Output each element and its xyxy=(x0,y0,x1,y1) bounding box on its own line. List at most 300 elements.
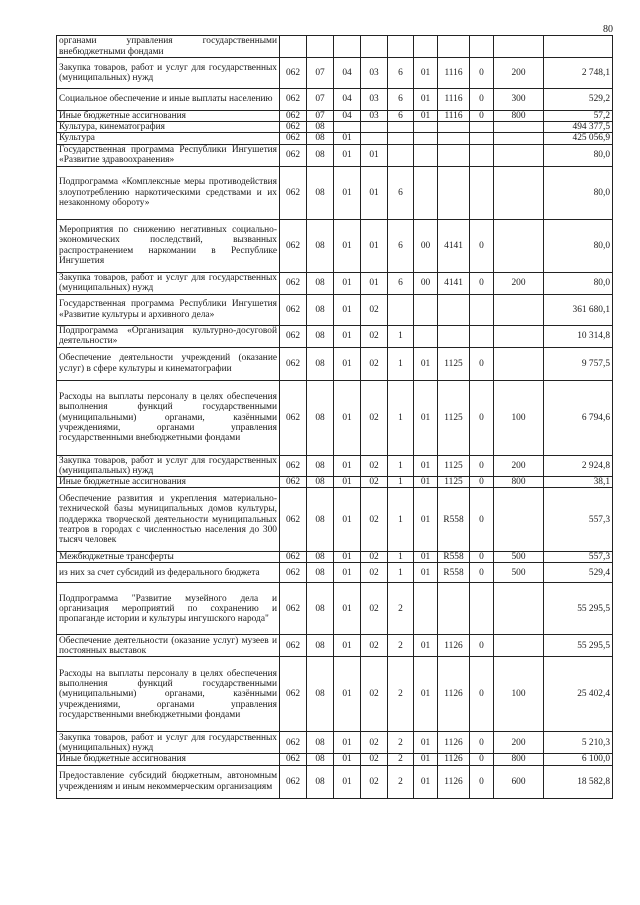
code-cell-c6 xyxy=(414,294,438,325)
code-cell-c3: 01 xyxy=(334,347,361,380)
row-name-cell: Государственная программа Республики Ингушетия «Развитие культуры и архивного дела» xyxy=(57,294,280,325)
amount-cell: 2 924,8 xyxy=(544,455,613,476)
code-cell-c4: 02 xyxy=(361,765,388,798)
code-cell-c2: 08 xyxy=(307,166,334,219)
code-cell-c3 xyxy=(334,122,361,133)
code-cell-c1: 062 xyxy=(280,272,307,294)
row-name-cell: Иные бюджетные ассигнования xyxy=(57,111,280,122)
table-row xyxy=(57,166,613,219)
code-cell-c9: 200 xyxy=(494,455,544,476)
code-cell-c1: 062 xyxy=(280,583,307,635)
code-cell-c8 xyxy=(470,144,494,166)
code-cell-c8: 0 xyxy=(470,657,494,732)
code-cell-c4: 01 xyxy=(361,166,388,219)
code-cell-c6: 01 xyxy=(414,58,438,89)
code-cell-c5: 6 xyxy=(388,219,414,272)
code-cell-c6: 01 xyxy=(414,563,438,583)
code-cell-c1: 062 xyxy=(280,294,307,325)
code-cell-c2: 08 xyxy=(307,347,334,380)
code-cell-c3: 04 xyxy=(334,111,361,122)
code-cell-c5: 1 xyxy=(388,325,414,347)
row-name-cell: Культура, кинематография xyxy=(57,122,280,133)
code-cell-c4: 01 xyxy=(361,219,388,272)
code-cell-c9: 500 xyxy=(494,563,544,583)
code-cell-c7: 1126 xyxy=(438,732,470,754)
code-cell-c2 xyxy=(307,36,334,58)
code-cell-c6: 01 xyxy=(414,111,438,122)
code-cell-c2: 08 xyxy=(307,455,334,476)
code-cell-c4: 02 xyxy=(361,294,388,325)
code-cell-c4 xyxy=(361,133,388,144)
table-row xyxy=(57,563,613,583)
code-cell-c3: 01 xyxy=(334,657,361,732)
code-cell-c5: 2 xyxy=(388,732,414,754)
table-row xyxy=(57,635,613,657)
code-cell-c3: 01 xyxy=(334,488,361,552)
code-cell-c4: 03 xyxy=(361,111,388,122)
amount-cell: 494 377,5 xyxy=(544,122,613,133)
table-row xyxy=(57,347,613,380)
code-cell-c4: 02 xyxy=(361,732,388,754)
amount-cell: 80,0 xyxy=(544,144,613,166)
code-cell-c6: 01 xyxy=(414,455,438,476)
code-cell-c2: 08 xyxy=(307,144,334,166)
code-cell-c2: 08 xyxy=(307,732,334,754)
code-cell-c8: 0 xyxy=(470,754,494,765)
code-cell-c7: 1125 xyxy=(438,477,470,488)
amount-cell: 80,0 xyxy=(544,166,613,219)
code-cell-c8: 0 xyxy=(470,455,494,476)
amount-cell: 80,0 xyxy=(544,272,613,294)
code-cell-c3 xyxy=(334,36,361,58)
code-cell-c7: R558 xyxy=(438,488,470,552)
code-cell-c9: 200 xyxy=(494,272,544,294)
code-cell-c9: 200 xyxy=(494,732,544,754)
row-name-cell: Подпрограмма «Организация культурно-досуговой деятельности» xyxy=(57,325,280,347)
code-cell-c5: 1 xyxy=(388,477,414,488)
code-cell-c3: 01 xyxy=(334,272,361,294)
code-cell-c7 xyxy=(438,583,470,635)
row-name-cell: Государственная программа Республики Ингушетия «Развитие здравоохранения» xyxy=(57,144,280,166)
code-cell-c2: 08 xyxy=(307,325,334,347)
code-cell-c1: 062 xyxy=(280,166,307,219)
code-cell-c2: 08 xyxy=(307,294,334,325)
code-cell-c2: 08 xyxy=(307,488,334,552)
code-cell-c6: 01 xyxy=(414,732,438,754)
code-cell-c7 xyxy=(438,133,470,144)
code-cell-c2: 08 xyxy=(307,477,334,488)
code-cell-c4: 02 xyxy=(361,635,388,657)
code-cell-c6 xyxy=(414,144,438,166)
code-cell-c4: 01 xyxy=(361,272,388,294)
code-cell-c5 xyxy=(388,133,414,144)
code-cell-c5: 2 xyxy=(388,765,414,798)
code-cell-c7: 1116 xyxy=(438,111,470,122)
table-row xyxy=(57,765,613,798)
code-cell-c1: 062 xyxy=(280,325,307,347)
code-cell-c8 xyxy=(470,583,494,635)
code-cell-c2: 08 xyxy=(307,122,334,133)
code-cell-c2: 08 xyxy=(307,552,334,563)
code-cell-c1: 062 xyxy=(280,765,307,798)
code-cell-c9: 500 xyxy=(494,552,544,563)
budget-table xyxy=(56,35,613,799)
row-name-cell: Социальное обеспечение и иные выплаты населению xyxy=(57,89,280,111)
row-name-cell: Культура xyxy=(57,133,280,144)
code-cell-c3: 01 xyxy=(334,583,361,635)
code-cell-c4: 02 xyxy=(361,657,388,732)
code-cell-c7: R558 xyxy=(438,552,470,563)
code-cell-c7: 1126 xyxy=(438,635,470,657)
code-cell-c8 xyxy=(470,325,494,347)
amount-cell: 18 582,8 xyxy=(544,765,613,798)
code-cell-c8 xyxy=(470,294,494,325)
code-cell-c8: 0 xyxy=(470,488,494,552)
code-cell-c6: 01 xyxy=(414,477,438,488)
code-cell-c5: 6 xyxy=(388,58,414,89)
code-cell-c9 xyxy=(494,583,544,635)
code-cell-c7 xyxy=(438,325,470,347)
code-cell-c9 xyxy=(494,36,544,58)
code-cell-c4: 02 xyxy=(361,477,388,488)
code-cell-c4: 03 xyxy=(361,89,388,111)
code-cell-c4: 03 xyxy=(361,58,388,89)
code-cell-c8: 0 xyxy=(470,552,494,563)
table-row xyxy=(57,455,613,476)
table-row xyxy=(57,58,613,89)
code-cell-c1: 062 xyxy=(280,144,307,166)
code-cell-c8: 0 xyxy=(470,765,494,798)
code-cell-c1 xyxy=(280,36,307,58)
code-cell-c2: 08 xyxy=(307,635,334,657)
code-cell-c9: 600 xyxy=(494,765,544,798)
code-cell-c1: 062 xyxy=(280,455,307,476)
code-cell-c8: 0 xyxy=(470,635,494,657)
code-cell-c3: 01 xyxy=(334,294,361,325)
amount-cell: 529,2 xyxy=(544,89,613,111)
code-cell-c9: 800 xyxy=(494,477,544,488)
code-cell-c1: 062 xyxy=(280,563,307,583)
amount-cell: 55 295,5 xyxy=(544,583,613,635)
code-cell-c9: 800 xyxy=(494,754,544,765)
code-cell-c7: 1116 xyxy=(438,58,470,89)
code-cell-c1: 062 xyxy=(280,58,307,89)
code-cell-c8 xyxy=(470,36,494,58)
code-cell-c9: 200 xyxy=(494,58,544,89)
code-cell-c6: 01 xyxy=(414,754,438,765)
code-cell-c8: 0 xyxy=(470,272,494,294)
code-cell-c8: 0 xyxy=(470,58,494,89)
amount-cell: 5 210,3 xyxy=(544,732,613,754)
code-cell-c6: 01 xyxy=(414,347,438,380)
code-cell-c8 xyxy=(470,122,494,133)
code-cell-c1: 062 xyxy=(280,732,307,754)
code-cell-c5: 1 xyxy=(388,347,414,380)
code-cell-c4: 02 xyxy=(361,583,388,635)
code-cell-c1: 062 xyxy=(280,657,307,732)
row-name-cell: Закупка товаров, работ и услуг для государственных (муниципальных) нужд xyxy=(57,455,280,476)
code-cell-c3: 01 xyxy=(334,765,361,798)
code-cell-c1: 062 xyxy=(280,552,307,563)
code-cell-c5: 6 xyxy=(388,89,414,111)
code-cell-c2: 08 xyxy=(307,657,334,732)
code-cell-c9: 300 xyxy=(494,89,544,111)
table-body xyxy=(57,36,613,799)
code-cell-c9 xyxy=(494,219,544,272)
code-cell-c1: 062 xyxy=(280,488,307,552)
code-cell-c7 xyxy=(438,294,470,325)
table-row xyxy=(57,36,613,58)
code-cell-c7: 1116 xyxy=(438,89,470,111)
code-cell-c5: 1 xyxy=(388,552,414,563)
amount-cell: 38,1 xyxy=(544,477,613,488)
amount-cell: 80,0 xyxy=(544,219,613,272)
table-row xyxy=(57,89,613,111)
code-cell-c1: 062 xyxy=(280,111,307,122)
code-cell-c4: 02 xyxy=(361,380,388,455)
code-cell-c4: 02 xyxy=(361,325,388,347)
amount-cell xyxy=(544,36,613,58)
amount-cell: 6 100,0 xyxy=(544,754,613,765)
code-cell-c1: 062 xyxy=(280,133,307,144)
table-row xyxy=(57,732,613,754)
code-cell-c4: 01 xyxy=(361,144,388,166)
code-cell-c8: 0 xyxy=(470,732,494,754)
code-cell-c7 xyxy=(438,122,470,133)
code-cell-c4: 02 xyxy=(361,347,388,380)
code-cell-c9 xyxy=(494,166,544,219)
table-row xyxy=(57,219,613,272)
code-cell-c4: 02 xyxy=(361,455,388,476)
code-cell-c1: 062 xyxy=(280,477,307,488)
table-row xyxy=(57,552,613,563)
table-row xyxy=(57,477,613,488)
code-cell-c2: 08 xyxy=(307,754,334,765)
code-cell-c5: 1 xyxy=(388,455,414,476)
code-cell-c8 xyxy=(470,166,494,219)
code-cell-c7: 1126 xyxy=(438,657,470,732)
code-cell-c3: 01 xyxy=(334,455,361,476)
table-row xyxy=(57,488,613,552)
row-name-cell: Подпрограмма «Комплексные меры противодействия злоупотреблению наркотическими средствами и их незаконному обороту» xyxy=(57,166,280,219)
code-cell-c8 xyxy=(470,133,494,144)
code-cell-c6: 01 xyxy=(414,635,438,657)
code-cell-c5: 6 xyxy=(388,111,414,122)
code-cell-c6: 01 xyxy=(414,89,438,111)
code-cell-c5: 2 xyxy=(388,657,414,732)
code-cell-c3: 01 xyxy=(334,325,361,347)
code-cell-c6: 01 xyxy=(414,765,438,798)
row-name-cell: Межбюджетные трансферты xyxy=(57,552,280,563)
code-cell-c2: 08 xyxy=(307,583,334,635)
row-name-cell: органами управления государственными внебюджетными фондами xyxy=(57,36,280,58)
code-cell-c3: 01 xyxy=(334,754,361,765)
code-cell-c1: 062 xyxy=(280,380,307,455)
code-cell-c4 xyxy=(361,122,388,133)
table-row xyxy=(57,272,613,294)
row-name-cell: Иные бюджетные ассигнования xyxy=(57,477,280,488)
code-cell-c5 xyxy=(388,144,414,166)
code-cell-c7: 4141 xyxy=(438,219,470,272)
row-name-cell: Обеспечение деятельности учреждений (оказание услуг) в сфере культуры и кинематографии xyxy=(57,347,280,380)
amount-cell: 6 794,6 xyxy=(544,380,613,455)
code-cell-c4: 02 xyxy=(361,488,388,552)
code-cell-c3: 01 xyxy=(334,552,361,563)
code-cell-c4: 02 xyxy=(361,563,388,583)
amount-cell: 57,2 xyxy=(544,111,613,122)
table-row xyxy=(57,325,613,347)
table-row xyxy=(57,144,613,166)
code-cell-c7 xyxy=(438,144,470,166)
code-cell-c3: 01 xyxy=(334,477,361,488)
code-cell-c2: 08 xyxy=(307,380,334,455)
code-cell-c7 xyxy=(438,36,470,58)
code-cell-c3: 01 xyxy=(334,133,361,144)
code-cell-c7 xyxy=(438,166,470,219)
code-cell-c5: 2 xyxy=(388,635,414,657)
row-name-cell: Предоставление субсидий бюджетным, автономным учреждениям и иным некоммерческим организациям xyxy=(57,765,280,798)
code-cell-c5 xyxy=(388,294,414,325)
code-cell-c3: 01 xyxy=(334,166,361,219)
amount-cell: 10 314,8 xyxy=(544,325,613,347)
code-cell-c7: 1125 xyxy=(438,347,470,380)
code-cell-c5: 6 xyxy=(388,272,414,294)
code-cell-c9 xyxy=(494,144,544,166)
code-cell-c2: 07 xyxy=(307,58,334,89)
code-cell-c6: 01 xyxy=(414,657,438,732)
code-cell-c5: 6 xyxy=(388,166,414,219)
table-row xyxy=(57,754,613,765)
code-cell-c7: 4141 xyxy=(438,272,470,294)
amount-cell: 9 757,5 xyxy=(544,347,613,380)
table-row xyxy=(57,380,613,455)
code-cell-c3: 01 xyxy=(334,563,361,583)
code-cell-c5: 2 xyxy=(388,583,414,635)
code-cell-c7: R558 xyxy=(438,563,470,583)
code-cell-c3: 01 xyxy=(334,144,361,166)
table-row xyxy=(57,294,613,325)
code-cell-c9: 800 xyxy=(494,111,544,122)
code-cell-c9 xyxy=(494,325,544,347)
row-name-cell: Мероприятия по снижению негативных социально-экономических последствий, вызванных распространением наркомании в Республике Ингушетия xyxy=(57,219,280,272)
amount-cell: 529,4 xyxy=(544,563,613,583)
code-cell-c3: 01 xyxy=(334,732,361,754)
row-name-cell: Закупка товаров, работ и услуг для государственных (муниципальных) нужд xyxy=(57,58,280,89)
code-cell-c2: 08 xyxy=(307,272,334,294)
code-cell-c3: 04 xyxy=(334,58,361,89)
code-cell-c8: 0 xyxy=(470,563,494,583)
code-cell-c9: 100 xyxy=(494,380,544,455)
code-cell-c4: 02 xyxy=(361,754,388,765)
code-cell-c8: 0 xyxy=(470,380,494,455)
amount-cell: 2 748,1 xyxy=(544,58,613,89)
row-name-cell: Иные бюджетные ассигнования xyxy=(57,754,280,765)
code-cell-c9 xyxy=(494,122,544,133)
code-cell-c6 xyxy=(414,325,438,347)
code-cell-c7: 1126 xyxy=(438,765,470,798)
code-cell-c5: 1 xyxy=(388,563,414,583)
code-cell-c7: 1125 xyxy=(438,380,470,455)
row-name-cell: Закупка товаров, работ и услуг для государственных (муниципальных) нужд xyxy=(57,732,280,754)
code-cell-c3: 01 xyxy=(334,635,361,657)
code-cell-c6 xyxy=(414,583,438,635)
amount-cell: 55 295,5 xyxy=(544,635,613,657)
code-cell-c6: 01 xyxy=(414,552,438,563)
code-cell-c9 xyxy=(494,294,544,325)
code-cell-c8: 0 xyxy=(470,347,494,380)
table-row xyxy=(57,122,613,133)
code-cell-c6 xyxy=(414,166,438,219)
code-cell-c6: 01 xyxy=(414,488,438,552)
page-number: 80 xyxy=(603,24,613,35)
code-cell-c6: 01 xyxy=(414,380,438,455)
code-cell-c8: 0 xyxy=(470,477,494,488)
amount-cell: 361 680,1 xyxy=(544,294,613,325)
code-cell-c9 xyxy=(494,635,544,657)
row-name-cell: Обеспечение деятельности (оказание услуг) музеев и постоянных выставок xyxy=(57,635,280,657)
code-cell-c7: 1126 xyxy=(438,754,470,765)
code-cell-c9 xyxy=(494,133,544,144)
code-cell-c6 xyxy=(414,36,438,58)
code-cell-c7: 1125 xyxy=(438,455,470,476)
code-cell-c6: 00 xyxy=(414,219,438,272)
code-cell-c4 xyxy=(361,36,388,58)
code-cell-c3: 04 xyxy=(334,89,361,111)
code-cell-c9 xyxy=(494,488,544,552)
row-name-cell: Обеспечение развития и укрепления материально-технической базы муниципальных домов культуры, поддержка творческой деятельности муниципальных театров в городах с численностью населения до 300 тысяч человек xyxy=(57,488,280,552)
code-cell-c5: 1 xyxy=(388,380,414,455)
code-cell-c5 xyxy=(388,36,414,58)
code-cell-c8: 0 xyxy=(470,89,494,111)
code-cell-c2: 07 xyxy=(307,89,334,111)
code-cell-c6 xyxy=(414,122,438,133)
code-cell-c1: 062 xyxy=(280,635,307,657)
code-cell-c2: 08 xyxy=(307,765,334,798)
row-name-cell: Закупка товаров, работ и услуг для государственных (муниципальных) нужд xyxy=(57,272,280,294)
code-cell-c6: 00 xyxy=(414,272,438,294)
table-row xyxy=(57,583,613,635)
amount-cell: 557,3 xyxy=(544,552,613,563)
code-cell-c5 xyxy=(388,122,414,133)
code-cell-c5: 2 xyxy=(388,754,414,765)
row-name-cell: Расходы на выплаты персоналу в целях обеспечения выполнения функций государственными (муниципальными) органами, казёнными учреждениями, органами управления государственными внебюджетными фондами xyxy=(57,380,280,455)
row-name-cell: Подпрограмма "Развитие музейного дела и организация мероприятий по сохранению и пропаганде истории и культуры ингушского народа" xyxy=(57,583,280,635)
code-cell-c4: 02 xyxy=(361,552,388,563)
code-cell-c2: 08 xyxy=(307,219,334,272)
amount-cell: 557,3 xyxy=(544,488,613,552)
code-cell-c2: 07 xyxy=(307,111,334,122)
code-cell-c5: 1 xyxy=(388,488,414,552)
table-row xyxy=(57,657,613,732)
code-cell-c8: 0 xyxy=(470,219,494,272)
code-cell-c9: 100 xyxy=(494,657,544,732)
amount-cell: 425 056,9 xyxy=(544,133,613,144)
code-cell-c6 xyxy=(414,133,438,144)
row-name-cell: Расходы на выплаты персоналу в целях обеспечения выполнения функций государственными (муниципальными) органами, казёнными учреждениями, органами управления государственными внебюджетными фондами xyxy=(57,657,280,732)
code-cell-c1: 062 xyxy=(280,754,307,765)
code-cell-c1: 062 xyxy=(280,122,307,133)
code-cell-c2: 08 xyxy=(307,133,334,144)
code-cell-c9 xyxy=(494,347,544,380)
table-row xyxy=(57,133,613,144)
row-name-cell: из них за счет субсидий из федерального бюджета xyxy=(57,563,280,583)
code-cell-c8: 0 xyxy=(470,111,494,122)
code-cell-c3: 01 xyxy=(334,219,361,272)
code-cell-c2: 08 xyxy=(307,563,334,583)
amount-cell: 25 402,4 xyxy=(544,657,613,732)
code-cell-c1: 062 xyxy=(280,347,307,380)
table-row xyxy=(57,111,613,122)
